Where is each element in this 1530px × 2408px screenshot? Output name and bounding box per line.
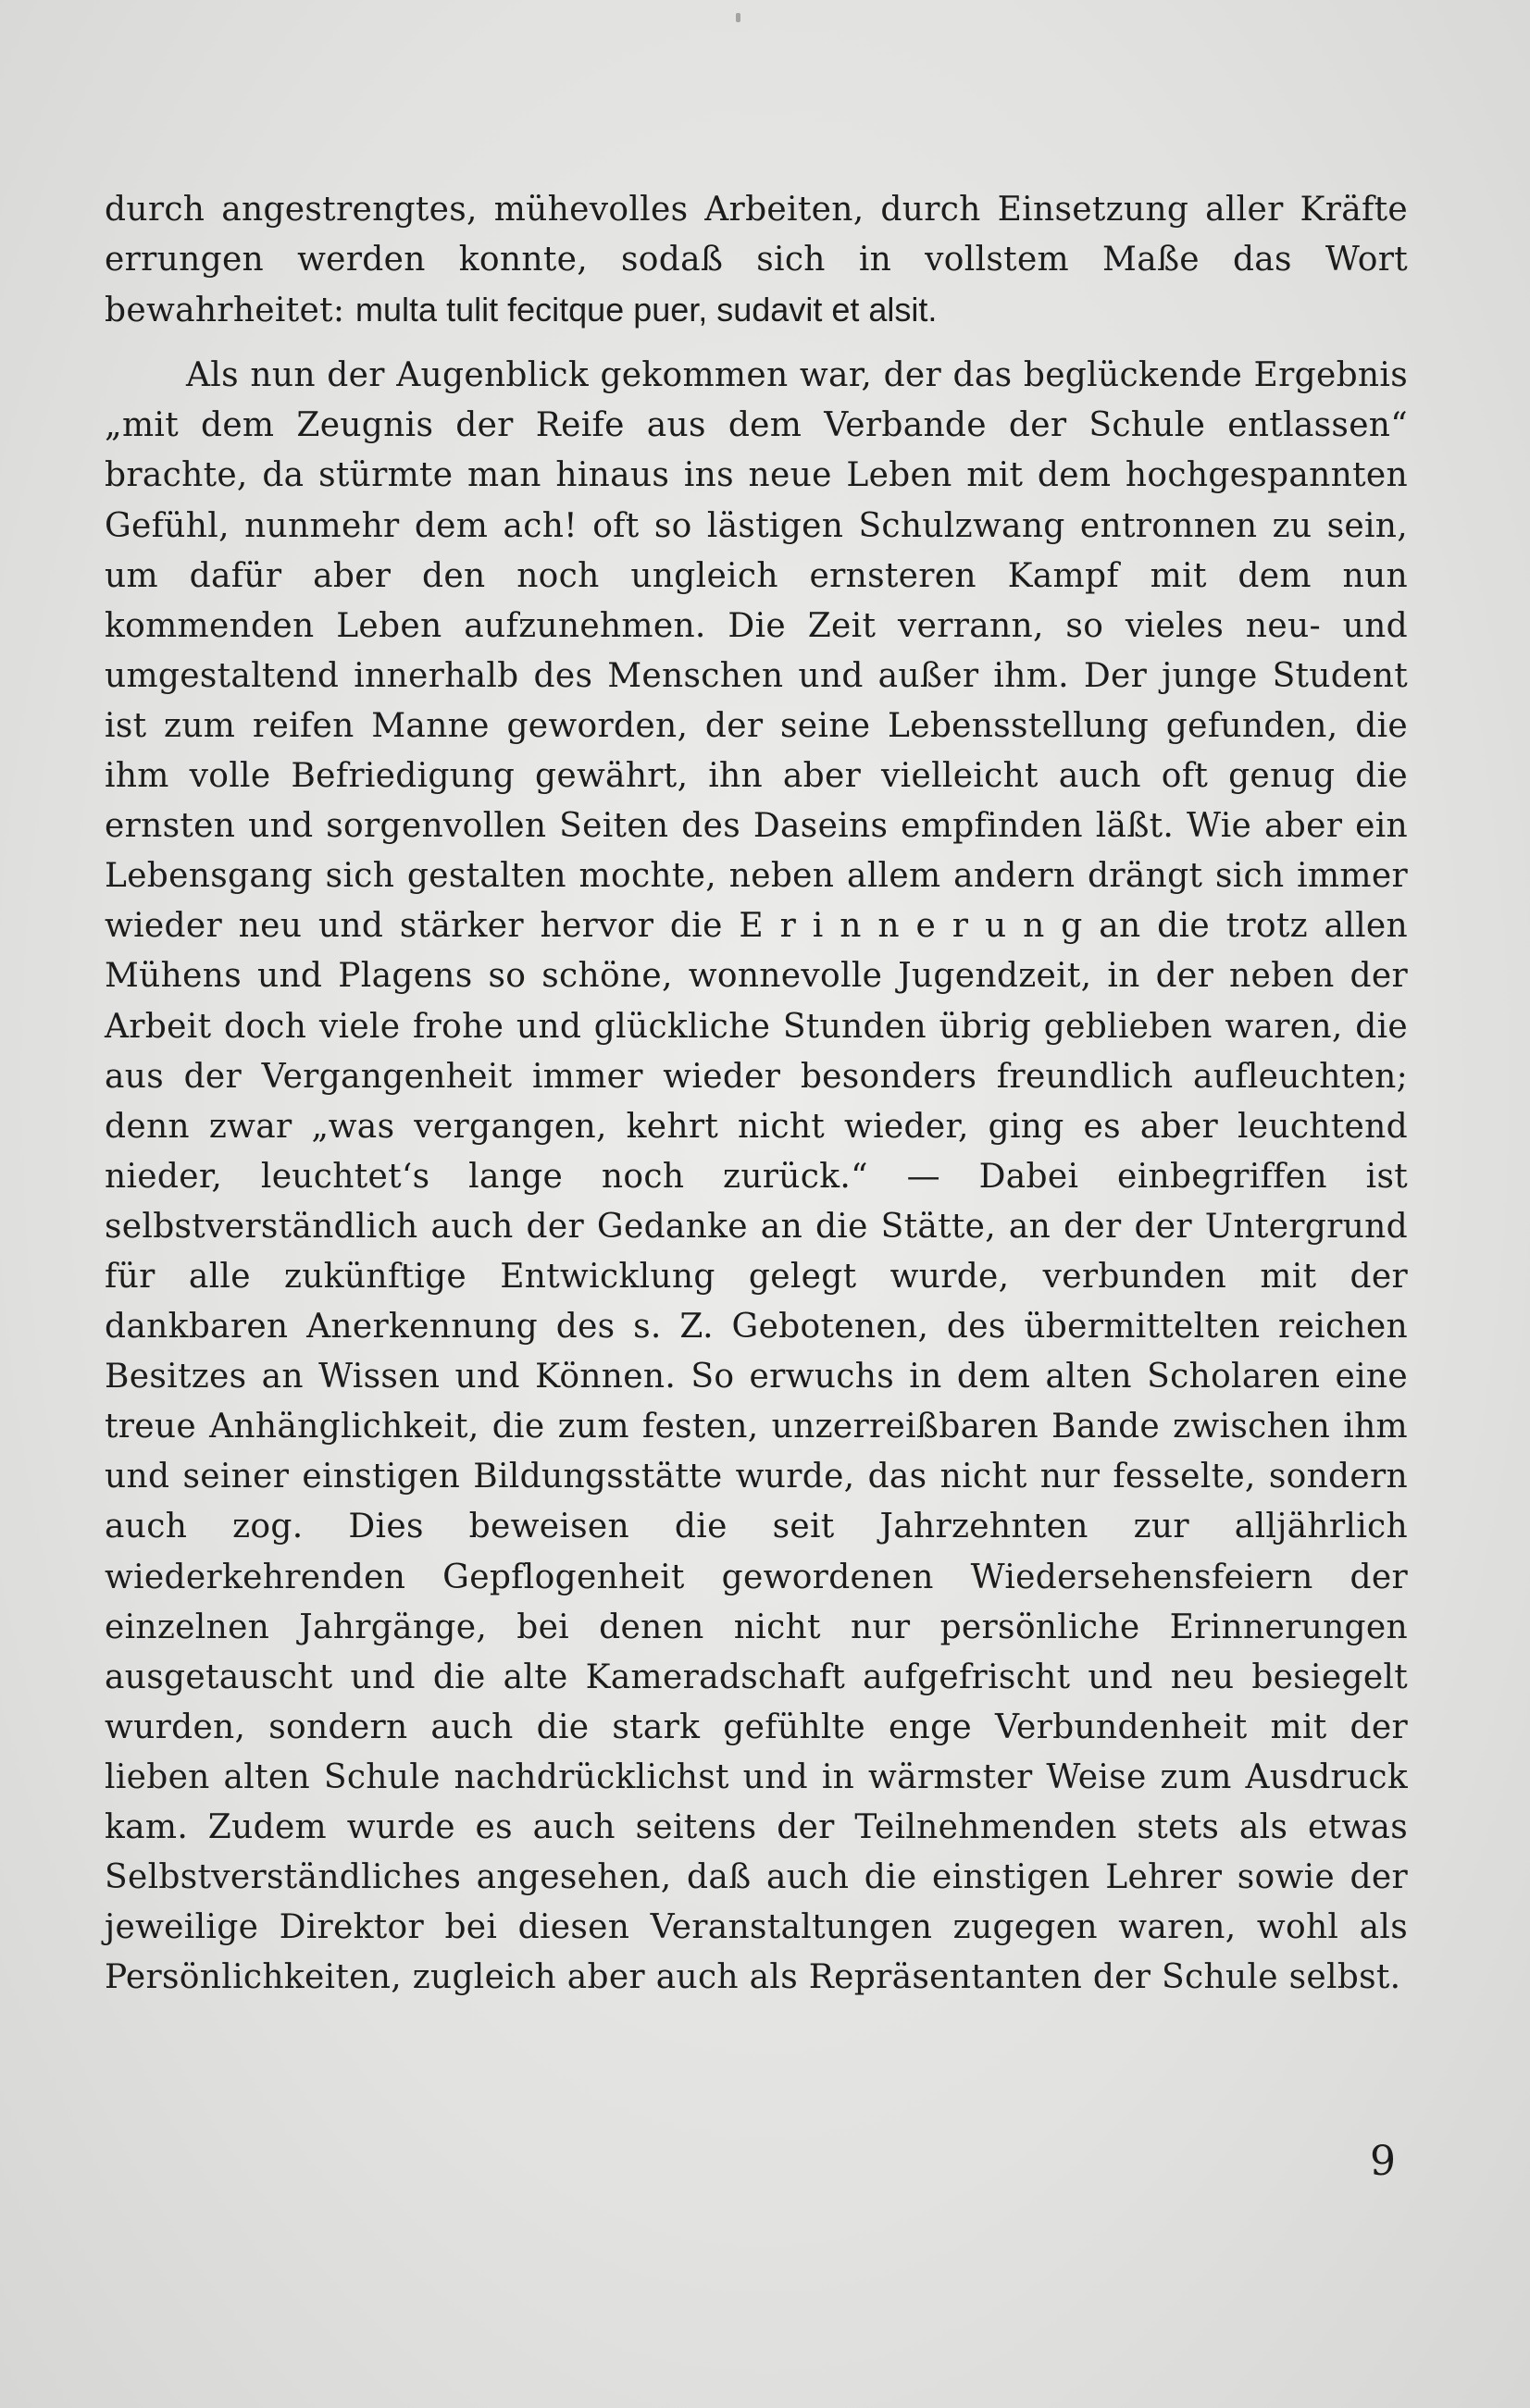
print-speck <box>736 13 740 22</box>
paragraph-1-german: durch angestrengtes, mühevolles Arbeiten, durch Einsetzung aller Kräfte errungen werden konnte, sodaß sich in vollstem Maße das Wort bewahrheitet: <box>105 191 1408 330</box>
page-number: 9 <box>1370 2138 1396 2185</box>
body-text <box>105 185 1408 2003</box>
paragraph-2: Als nun der Augenblick gekommen war, der das beglückende Ergebnis „mit dem Zeugnis der Reife aus dem Verbande der Schule entlassen“ brachte, da stürmte man hinaus ins neue Leben mit dem hochgespannten Gefühl, nunmehr dem ach! oft so lästigen Schulzwang entronnen zu sein, um dafür aber den noch ungleich ernsteren Kampf mit dem nun kommenden Leben aufzunehmen. Die Zeit verrann, so vieles neu- und umgestaltend innerhalb des Menschen und außer ihm. Der junge Student ist zum reifen Manne geworden, der seine Lebensstellung gefunden, die ihm volle Befriedigung gewährt, ihn aber vielleicht auch oft genug die ernsten und sorgenvollen Seiten des Daseins empfinden läßt. Wie aber ein Lebensgang sich gestalten mochte, neben allem andern drängt sich immer wieder neu und stärker hervor die E r i n n e r u n g an die trotz allen Mühens und Plagens so schöne, wonnevolle Jugendzeit, in der neben der Arbeit doch viele frohe und glückliche Stunden übrig geblieben waren, die aus der Vergangenheit immer wieder besonders freundlich aufleuchten; denn zwar „was vergangen, kehrt nicht wieder, ging es aber leuchtend nieder, leuchtet‘s lange noch zurück.“ — Dabei einbegriffen ist selbstverständlich auch der Gedanke an die Stätte, an der der Untergrund für alle zukünftige Entwicklung gelegt wurde, verbunden mit der dankbaren Anerkennung des s. Z. Gebotenen, des übermittelten reichen Besitzes an Wissen und Können. So erwuchs in dem alten Scholaren eine treue Anhänglichkeit, die zum festen, unzerreißbaren Bande zwischen ihm und seiner einstigen Bildungsstätte wurde, das nicht nur fesselte, sondern auch zog. Dies beweisen die seit Jahrzehnten zur alljährlich wiederkehrenden Gepflogenheit gewordenen Wiedersehensfeiern der einzelnen Jahrgänge, bei denen nicht nur persönliche Erinnerungen ausgetauscht und die alte Kameradschaft aufgefrischt und neu besiegelt wurden, sondern auch die stark gefühlte enge Verbundenheit mit der lieben alten Schule nachdrücklichst und in wärmster Weise zum Ausdruck kam. Zudem wurde es auch seitens der Teilnehmenden stets als etwas Selbstverständliches angesehen, daß auch die einstigen Lehrer sowie der jeweilige Direktor bei diesen Veranstaltungen zugegen waren, wohl als Persönlichkeiten, zugleich aber auch als Repräsentanten der Schule selbst. <box>105 356 1408 1997</box>
paragraph-1 <box>105 185 1408 336</box>
latin-quote: multa tulit fecitque puer, sudavit et alsit. <box>355 291 938 329</box>
